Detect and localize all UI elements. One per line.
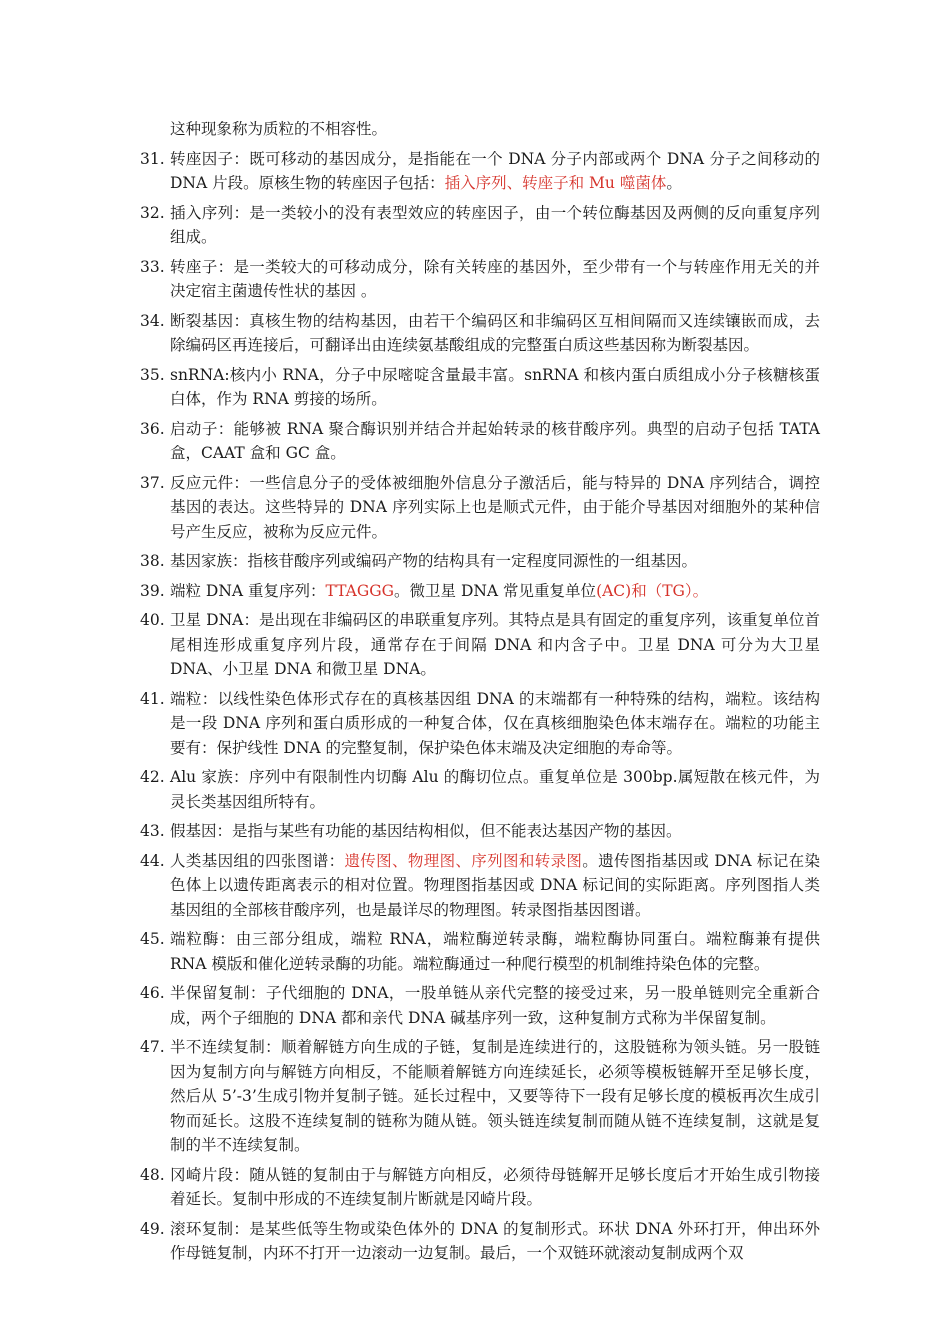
glossary-entry [140, 363, 820, 412]
glossary-content [140, 117, 820, 1271]
entry-number: 43. [140, 822, 165, 840]
highlighted-text: (AC)和（TG）。 [596, 581, 709, 600]
entry-text-segment: 断裂基因：真核生物的结构基因，由若干个编码区和非编码区互相间隔而又连续镶嵌而成，去除编码区再连接后，可翻译出由连续氨基酸组成的完整蛋白质这些基因称为断裂基因。 [170, 311, 820, 354]
entry-text [170, 1217, 820, 1266]
entry-number: 38. [140, 552, 165, 570]
entry-text [170, 579, 820, 604]
glossary-entry [140, 981, 820, 1030]
entry-text [170, 417, 820, 466]
glossary-entry [140, 549, 820, 574]
entry-text [170, 819, 820, 844]
entry-text-segment: 假基因：是指与某些有功能的基因结构相似，但不能表达基因产物的基因。 [170, 822, 682, 840]
entry-text [170, 927, 820, 976]
glossary-list [140, 147, 820, 1266]
entry-number: 42. [140, 768, 165, 786]
entry-number: 49. [140, 1219, 165, 1238]
entry-text-segment: 半不连续复制：顺着解链方向生成的子链，复制是连续进行的，这股链称为领头链。另一股链因为复制方向与解链方向相反，不能顺着解链方向连续延长，必须等模板链解开至足够长度，然后从 5’-3’生成引物并复制子链。延长过程中，又要等待下一段有足够长度的模板再次生成引物而延长。这股不连续复制的链称为随从链。领头链连续复制而随从链不连续复制，这就是复制的半不连续复制。 [170, 1038, 820, 1154]
entry-text [170, 363, 820, 412]
entry-number: 31. [140, 149, 165, 168]
entry-text-segment: 。遗传图指基因或 DNA 标记在染色体上以遗传距离表示的相对位置。物理图指基因或 DNA 标记间的实际距离。序列图指人类基因组的全部核苷酸序列，也是最详尽的物理图。转录图指基因图谱。 [170, 851, 820, 919]
glossary-entry [140, 255, 820, 304]
highlighted-text: TTAGGG [325, 581, 395, 600]
entry-number: 44. [140, 851, 165, 870]
entry-number: 36. [140, 419, 165, 438]
highlighted-text: 插入序列、转座子和 Mu 噬菌体 [444, 174, 667, 192]
entry-text-segment: 卫星 DNA：是出现在非编码区的串联重复序列。其特点是具有固定的重复序列，该重复单位首尾相连形成重复序列片段，通常存在于间隔 DNA 和内含子中。卫星 DNA 可分为大卫星 DNA、小卫星 DNA 和微卫星 DNA。 [170, 611, 820, 678]
entry-number: 40. [140, 611, 165, 629]
entry-text-segment: 半保留复制：子代细胞的 DNA，一股单链从亲代完整的接受过来，另一股单链则完全重新合成，两个子细胞的 DNA 都和亲代 DNA 碱基序列一致，这种复制方式称为半保留复制。 [170, 984, 820, 1027]
entry-number: 46. [140, 984, 165, 1002]
glossary-entry [140, 579, 820, 604]
glossary-entry [140, 1217, 820, 1266]
entry-number: 47. [140, 1038, 165, 1056]
entry-text-segment: 人类基因组的四张图谱： [170, 851, 345, 870]
entry-number: 33. [140, 257, 165, 276]
entry-text [170, 471, 820, 545]
entry-text [170, 1035, 820, 1158]
entry-text-segment: 插入序列：是一类较小的没有表型效应的转座因子，由一个转位酶基因及两侧的反向重复序列组成。 [170, 203, 820, 246]
entry-text [170, 687, 820, 761]
glossary-entry [140, 201, 820, 250]
entry-text-segment: 冈崎片段：随从链的复制由于与解链方向相反，必须待母链解开足够长度后才开始生成引物接着延长。复制中形成的不连续复制片断就是冈崎片段。 [170, 1165, 820, 1208]
entry-text-segment: 启动子：能够被 RNA 聚合酶识别并结合并起始转录的核苷酸序列。典型的启动子包括 TATA 盒，CAAT 盒和 GC 盒。 [170, 419, 820, 462]
entry-text [170, 608, 820, 682]
glossary-entry [140, 471, 820, 545]
glossary-entry [140, 147, 820, 196]
glossary-entry [140, 819, 820, 844]
glossary-entry [140, 849, 820, 923]
entry-text-segment: 基因家族：指核苷酸序列或编码产物的结构具有一定程度同源性的一组基因。 [170, 552, 698, 570]
glossary-entry [140, 309, 820, 358]
continuation-text: 这种现象称为质粒的不相容性。 [170, 120, 388, 138]
entry-text-segment: 端粒 DNA 重复序列： [170, 581, 326, 600]
entry-text-segment: 。微卫星 DNA 常见重复单位 [394, 581, 597, 600]
glossary-entry [140, 687, 820, 761]
entry-number: 32. [140, 203, 165, 222]
entry-text [170, 309, 820, 358]
entry-text-segment: snRNA:核内小 RNA，分子中尿嘧啶含量最丰富。snRNA 和核内蛋白质组成小分子核糖核蛋白体，作为 RNA 剪接的场所。 [170, 365, 820, 408]
entry-text [170, 147, 820, 196]
entry-number: 41. [140, 689, 165, 708]
entry-number: 34. [140, 311, 165, 330]
glossary-entry [140, 608, 820, 682]
entry-text-segment: 转座因子：既可移动的基因成分，是指能在一个 DNA 分子内部或两个 DNA 分子之间移动的 DNA 片段。原核生物的转座因子包括： [170, 149, 820, 192]
entry-text [170, 549, 820, 574]
entry-text-segment: 反应元件：一些信息分子的受体被细胞外信息分子激活后，能与特异的 DNA 序列结合，调控基因的表达。这些特异的 DNA 序列实际上也是顺式元件，由于能介导基因对细胞外的某种信号产生反应，被称为反应元件。 [170, 473, 820, 541]
highlighted-text: 遗传图、物理图、序列图和转录图 [344, 851, 583, 870]
entry-text [170, 765, 820, 814]
glossary-entry [140, 417, 820, 466]
entry-text-segment: 转座子：是一类较大的可移动成分，除有关转座的基因外，至少带有一个与转座作用无关的并决定宿主菌遗传性状的基因 。 [170, 257, 820, 300]
glossary-entry [140, 1035, 820, 1158]
entry-number: 48. [140, 1165, 165, 1184]
glossary-entry [140, 927, 820, 976]
entry-number: 45. [140, 930, 165, 948]
entry-text-segment: 端粒：以线性染色体形式存在的真核基因组 DNA 的末端都有一种特殊的结构，端粒。该结构是一段 DNA 序列和蛋白质形成的一种复合体，仅在真核细胞染色体末端存在。端粒的功能主要有：保护线性 DNA 的完整复制，保护染色体末端及决定细胞的寿命等。 [170, 689, 820, 757]
entry-text [170, 201, 820, 250]
entry-text [170, 981, 820, 1030]
entry-number: 39. [140, 581, 165, 600]
glossary-entry [140, 1163, 820, 1212]
entry-number: 35. [140, 365, 165, 384]
entry-number: 37. [140, 473, 165, 492]
entry-text-segment: Alu 家族：序列中有限制性内切酶 Alu 的酶切位点。重复单位是 300bp.属短散在核元件，为灵长类基因组所特有。 [170, 768, 820, 811]
entry-text [170, 255, 820, 304]
entry-text [170, 1163, 820, 1212]
entry-text-segment: 滚环复制：是某些低等生物或染色体外的 DNA 的复制形式。环状 DNA 外环打开，伸出环外作母链复制，内环不打开一边滚动一边复制。最后，一个双链环就滚动复制成两个双 [170, 1219, 820, 1262]
entry-text [170, 849, 820, 923]
entry-text-segment: 端粒酶：由三部分组成，端粒 RNA，端粒酶逆转录酶，端粒酶协同蛋白。端粒酶兼有提供 RNA 模版和催化逆转录酶的功能。端粒酶通过一种爬行模型的机制维持染色体的完整。 [170, 930, 820, 973]
entry-text-segment: 。 [666, 174, 682, 192]
glossary-entry [140, 765, 820, 814]
